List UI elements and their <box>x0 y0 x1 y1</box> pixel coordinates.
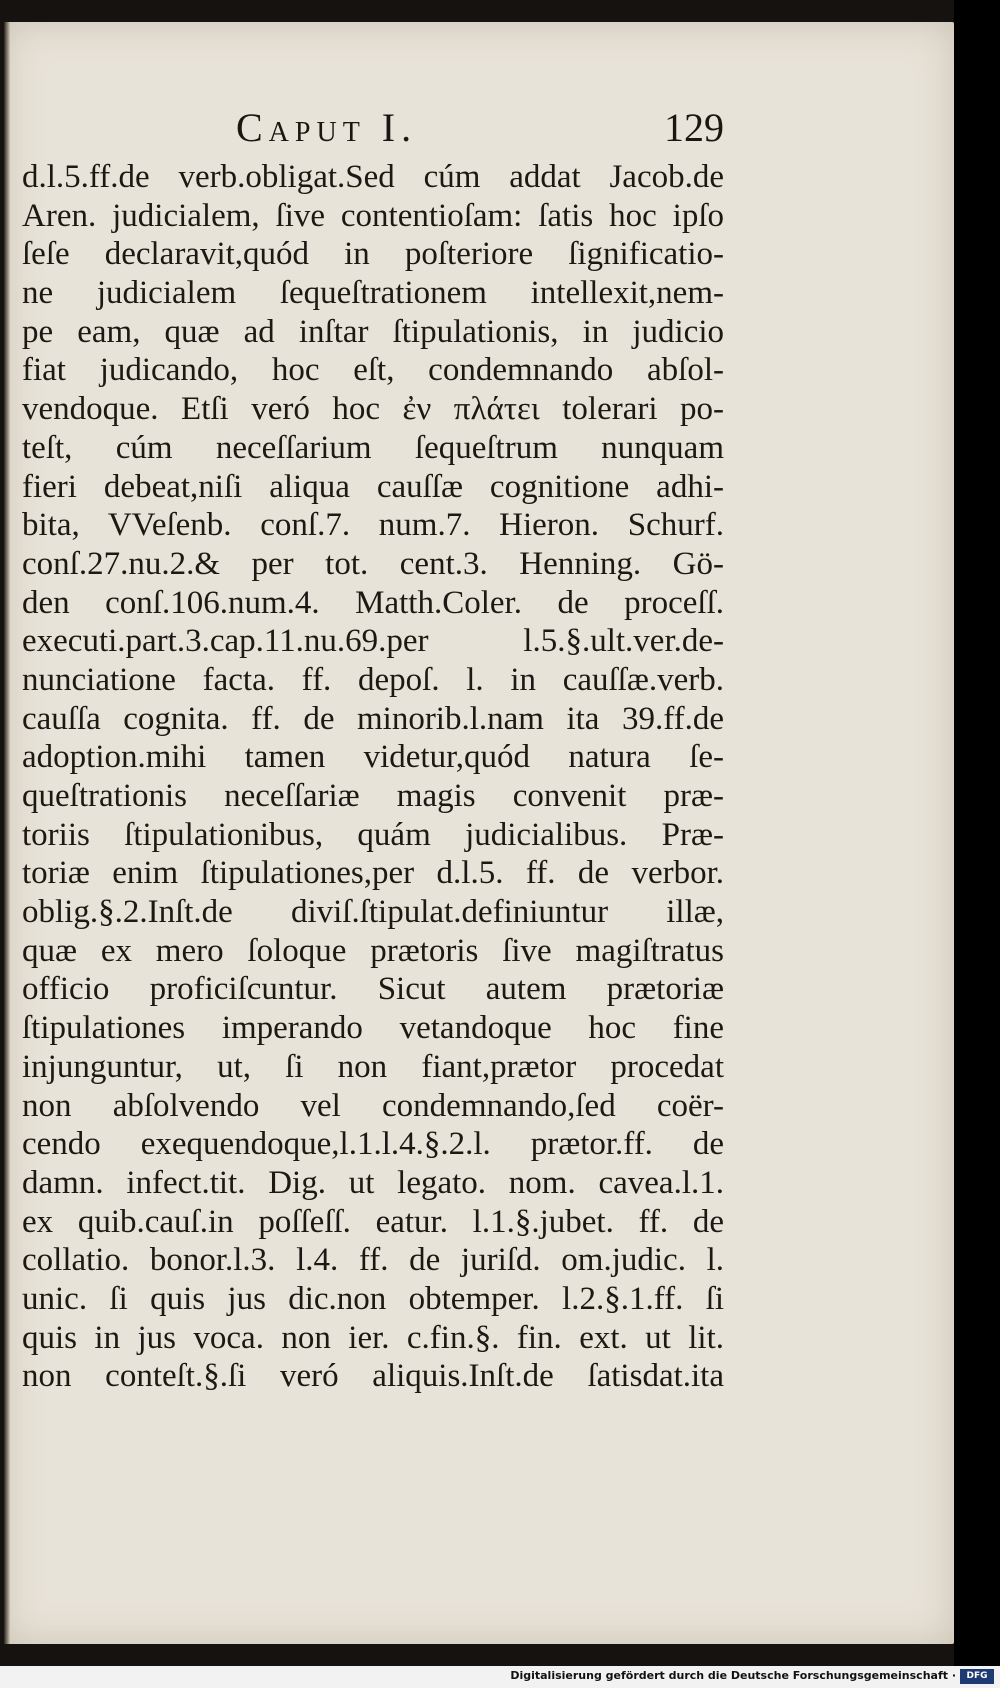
text-line: quæ ex mero ſoloque prætoris ſive magiſtratus <box>22 932 724 969</box>
funding-credit: Digitalisierung gefördert durch die Deutsche Forschungsgemeinschaft · <box>510 1669 956 1682</box>
text-line: nunciatione facta. ff. depoſ. l. in cauſſæ.verb. <box>22 661 724 698</box>
text-line: vendoque. Etſi veró hoc ἐν πλάτει tolerari po- <box>22 391 724 428</box>
text-line: officio proficiſcuntur. Sicut autem prætoriæ <box>22 971 724 1008</box>
text-line: adoption.mihi tamen videtur,quód natura ſe- <box>22 739 724 776</box>
text-line: den conſ.106.num.4. Matth.Coler. de proceſſ. <box>22 584 724 621</box>
book-page <box>4 22 954 1644</box>
text-line: conſ.27.nu.2.& per tot. cent.3. Henning. Gö- <box>22 545 724 582</box>
text-line: non conteſt.§.ſi veró aliquis.Inſt.de ſatisdat.ita <box>22 1358 724 1395</box>
text-line: ſtipulationes imperando vetandoque hoc fine <box>22 1010 724 1047</box>
running-title: Caput I. <box>236 105 418 150</box>
text-line: ne judicialem ſequeſtrationem intellexit,nem- <box>22 275 724 312</box>
text-line: damn. infect.tit. Dig. ut legato. nom. cavea.l.1. <box>22 1164 724 1201</box>
page-number: 129 <box>664 105 724 150</box>
text-line: ex quib.cauſ.in poſſeſſ. eatur. l.1.§.jubet. ff. de <box>22 1203 724 1240</box>
text-line: pe eam, quæ ad inſtar ſtipulationis, in judicio <box>22 313 724 350</box>
text-line: cauſſa cognita. ff. de minorib.l.nam ita 39.ff.de <box>22 700 724 737</box>
scan-margin <box>954 0 1000 1688</box>
page-header <box>4 104 954 154</box>
text-line: ſeſe declaravit,quód in poſteriore ſignificatio- <box>22 236 724 273</box>
text-line: collatio. bonor.l.3. l.4. ff. de juriſd. om.judic. l. <box>22 1242 724 1279</box>
text-line: fiat judicando, hoc eſt, condemnando abſol- <box>22 352 724 389</box>
body-text <box>22 158 724 1396</box>
text-line: oblig.§.2.Inſt.de diviſ.ſtipulat.definiuntur illæ, <box>22 894 724 931</box>
text-line: executi.part.3.cap.11.nu.69.per l.5.§.ult.ver.de- <box>22 623 724 660</box>
text-line: teſt, cúm neceſſarium ſequeſtrum nunquam <box>22 429 724 466</box>
text-line: toriæ enim ſtipulationes,per d.l.5. ff. de verbor. <box>22 855 724 892</box>
text-line: queſtrationis neceſſariæ magis convenit præ- <box>22 778 724 814</box>
text-line: injunguntur, ut, ſi non fiant,prætor procedat <box>22 1048 724 1085</box>
digitization-footer <box>0 1666 1000 1688</box>
text-line: non abſolvendo vel condemnando,ſed coër- <box>22 1087 724 1124</box>
dfg-logo: DFG <box>960 1669 994 1684</box>
text-line: Aren. judicialem, ſive contentioſam: ſatis hoc ipſo <box>22 197 724 234</box>
page-edge <box>4 22 10 1644</box>
text-line: toriis ſtipulationibus, quám judicialibus. Præ- <box>22 816 724 853</box>
text-line: quis in jus voca. non ier. c.fin.§. fin. ext. ut lit. <box>22 1319 724 1356</box>
text-line: d.l.5.ff.de verb.obligat.Sed cúm addat Jacob.de <box>22 159 724 195</box>
text-line: bita, VVeſenb. conſ.7. num.7. Hieron. Schurf. <box>22 507 724 544</box>
text-line: fieri debeat,niſi aliqua cauſſæ cognitione adhi- <box>22 468 724 505</box>
text-line: cendo exequendoque,l.1.l.4.§.2.l. prætor.ff. de <box>22 1126 724 1163</box>
text-line: unic. ſi quis jus dic.non obtemper. l.2.§.1.ff. ſi <box>22 1280 724 1317</box>
